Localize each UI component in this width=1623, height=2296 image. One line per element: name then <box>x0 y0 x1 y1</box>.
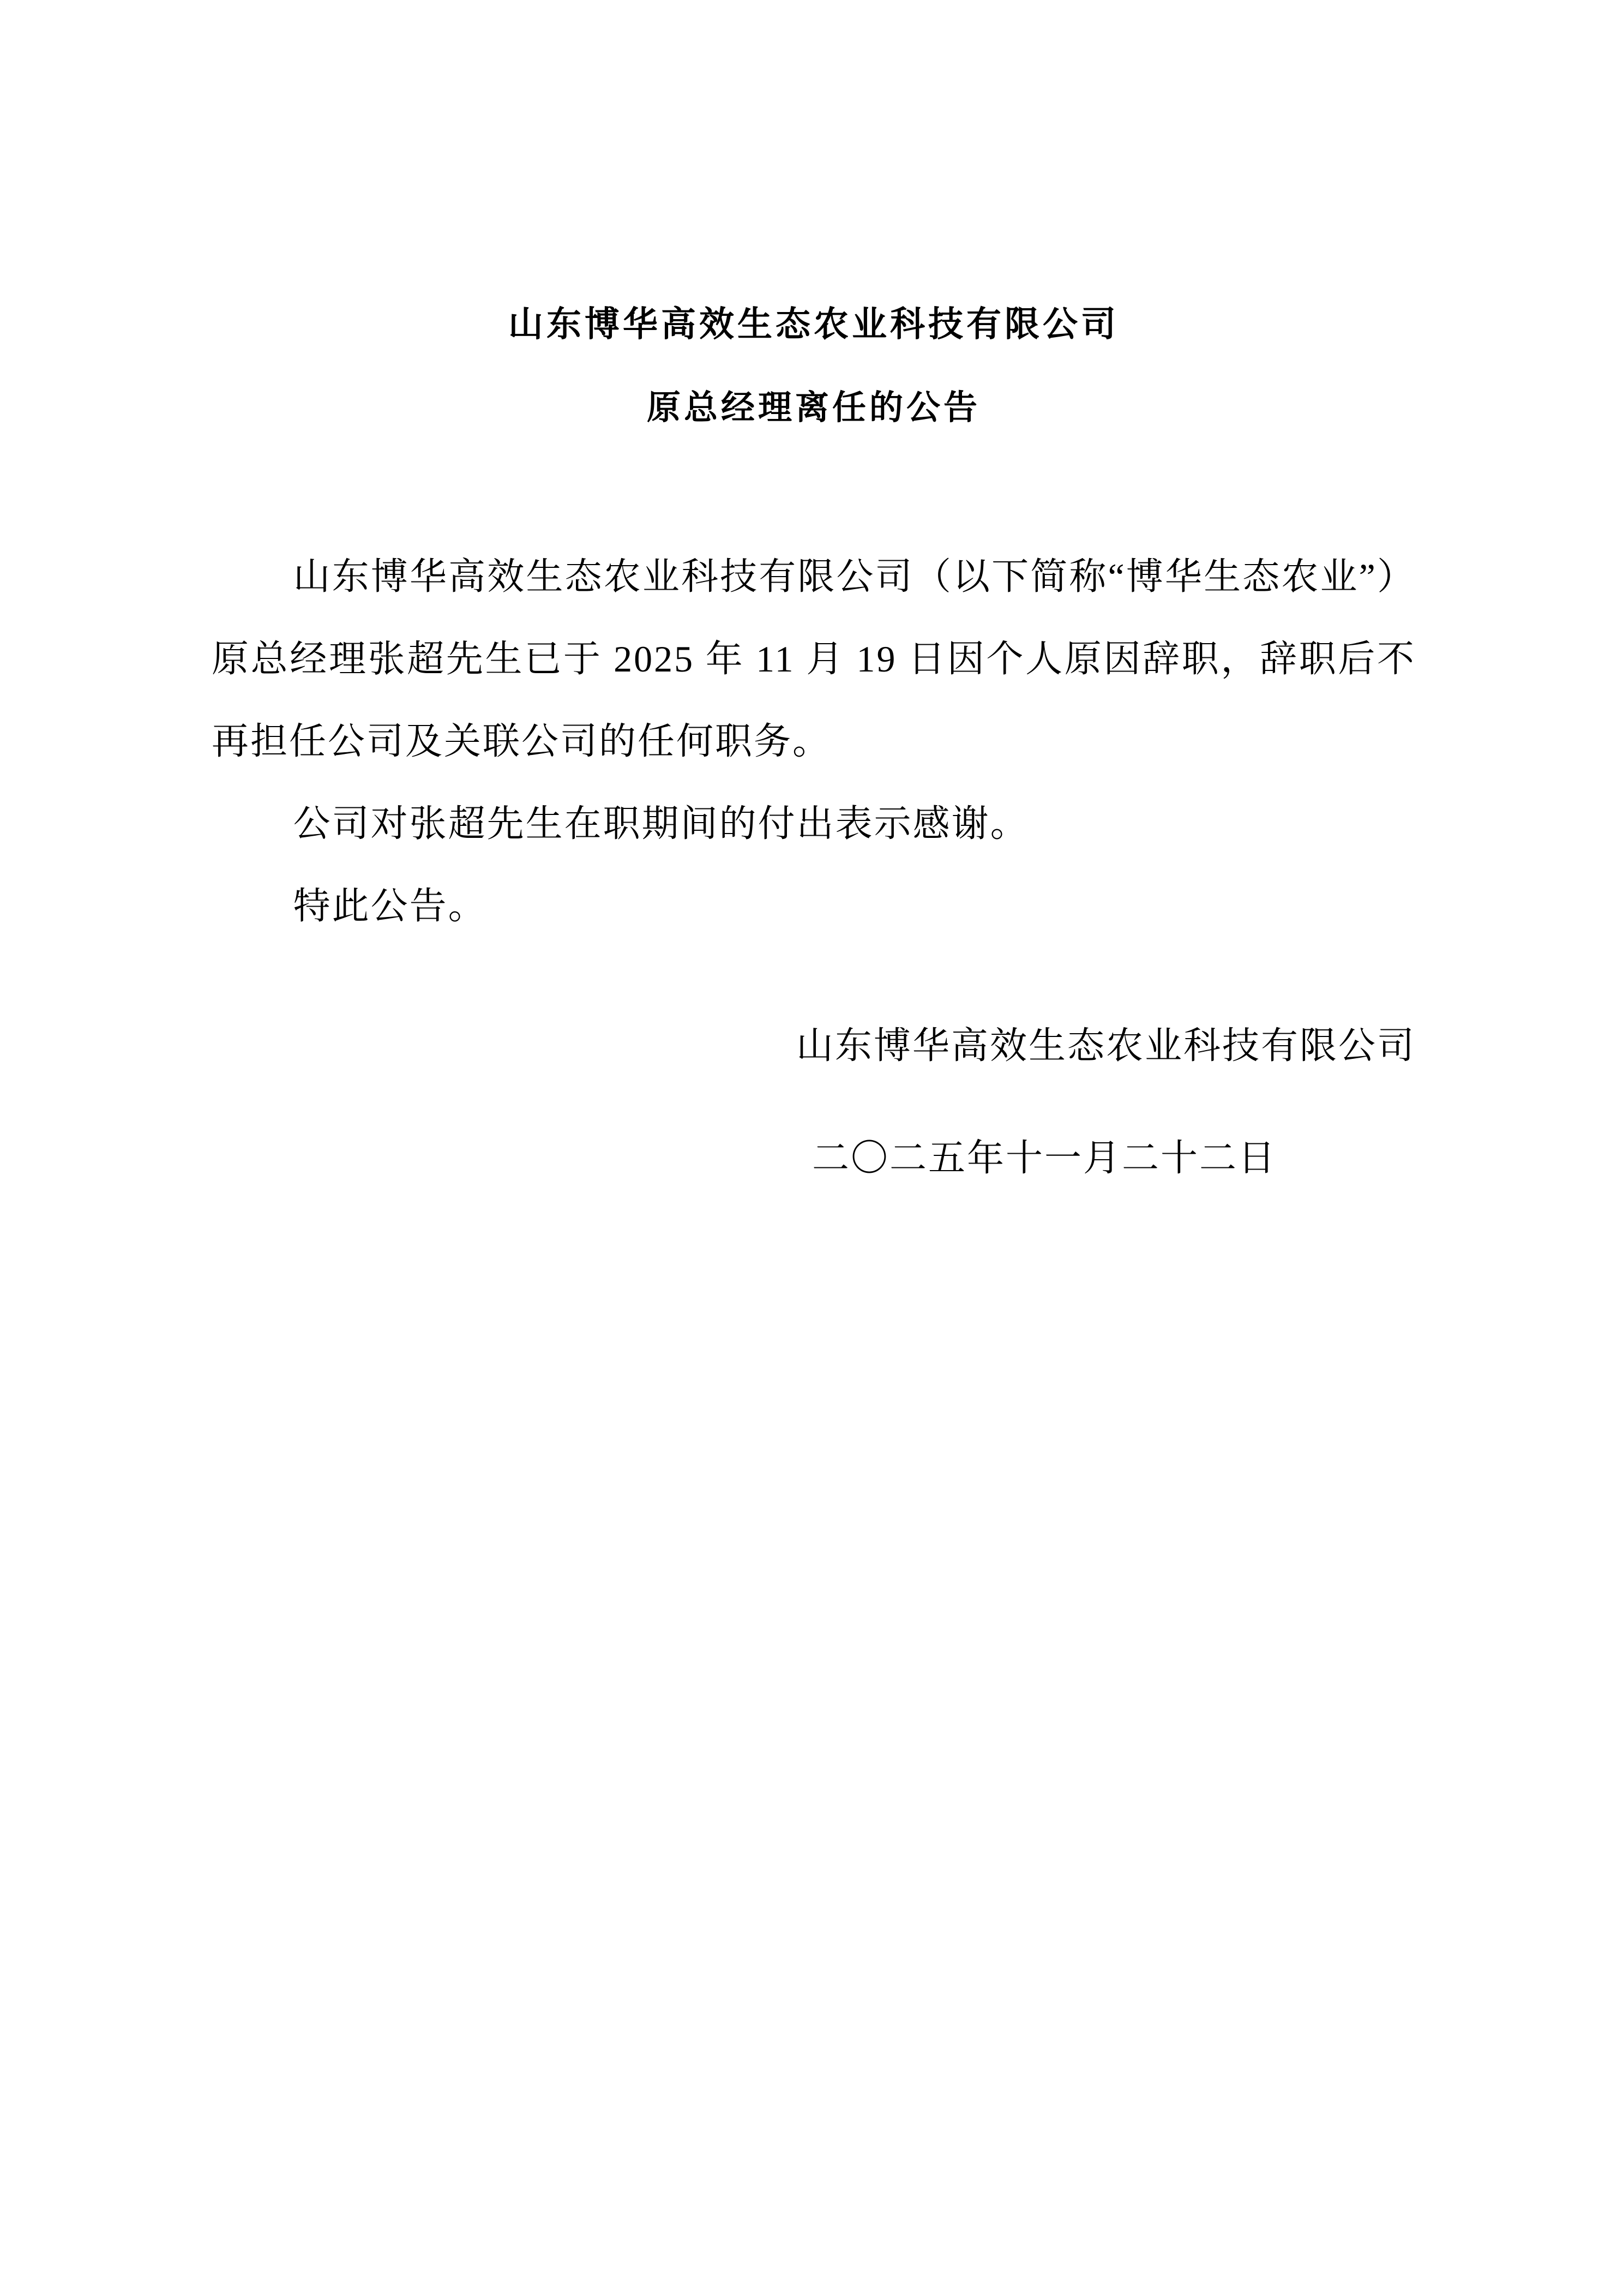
document-title-company: 山东博华高效生态农业科技有限公司 <box>508 304 1119 344</box>
document-body <box>212 536 1416 1200</box>
paragraph-hereby-announced: 特此公告。 <box>293 885 487 927</box>
signature-company-name: 山东博华高效生态农业科技有限公司 <box>796 1025 1416 1066</box>
paragraph-resignation-notice: 山东博华高效生态农业科技有限公司（以下简称“博华生态农业”）原总经理张超先生已于 2025 年 11 月 19 日因个人原因辞职，辞职后不再担任公司及关联公司的任何职务。 <box>212 556 1416 762</box>
document-title-subject: 原总经理离任的公告 <box>646 389 981 427</box>
paragraph-thanks: 公司对张超先生在职期间的付出表示感谢。 <box>293 803 1029 844</box>
signature-date: 二〇二五年十一月二十二日 <box>812 1137 1277 1179</box>
